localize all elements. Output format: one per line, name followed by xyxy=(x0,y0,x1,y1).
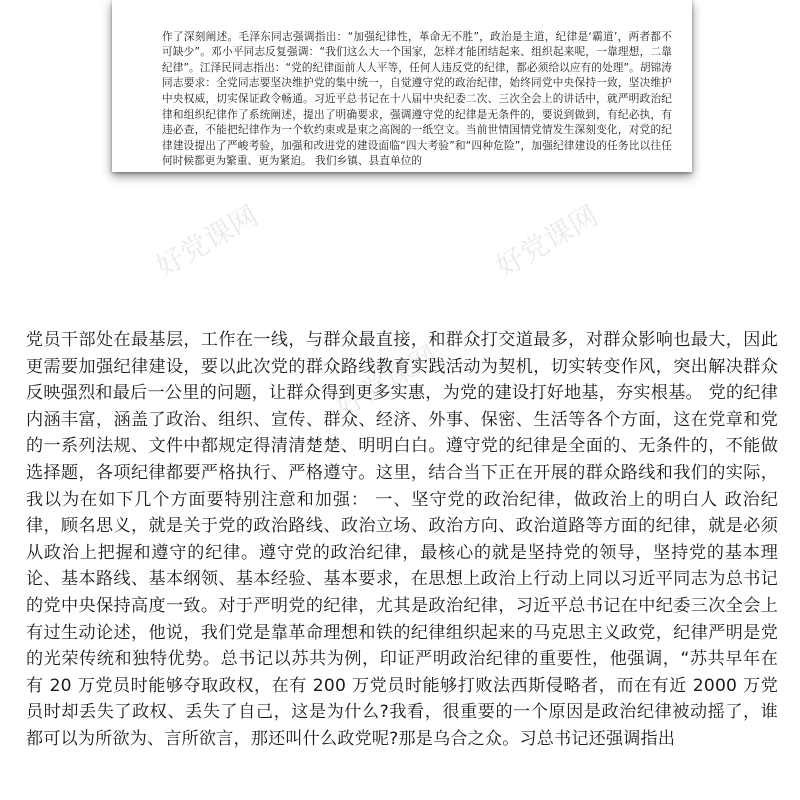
watermark-center: 好党课网 xyxy=(330,339,444,424)
preview-paragraph: 作了深刻阐述。毛泽东同志强调指出：“加强纪律性，革命无不胜”，政治是主道，纪律是‘霸道’，两者都不可缺少”。邓小平同志反复强调：“我们这么大一个国家，怎样才能团结起来、组织起来呢，一靠理想，二靠纪律”。江泽民同志指出：“党的纪律面前人人平等，任何人违反党的纪律，都必须给以应有的处理”。胡锦涛同志要求：全党同志要坚决维护党的集中统一，自觉遵守党的政治纪律，始终同党中央保持一致，坚决维护中央权威，切实保证政令畅通。习近平总书记在十八届中央纪委二次、三次全会上的讲话中，就严明政治纪律和组织纪律作了系统阐述，提出了明确要求，强调遵守党的纪律是无条件的，要说到做到，有纪必执，有违必查，不能把纪律作为一个软约束或是束之高阁的一纸空文。当前世情国情党情发生深刻变化，对党的纪律建设提出了严峻考验，加强和改进党的建设面临“四大考验”和“四种危险”，加强纪律建设的任务比以往任何时候都更为繁重、更为紧迫。 我们乡镇、县直单位的 xyxy=(162,30,672,168)
document-page-preview xyxy=(112,0,692,172)
watermark-right: 好党课网 xyxy=(490,199,604,284)
watermark-left: 好党课网 xyxy=(150,199,264,284)
document-body-text: 党员干部处在最基层，工作在一线，与群众最直接，和群众打交道最多，对群众影响也最大，因此更需要加强纪律建设，要以此次党的群众路线教育实践活动为契机，切实转变作风，突出解决群众反映强烈和最后一公里的问题，让群众得到更多实惠，为党的建设打好地基，夯实根基。 党的纪律内涵丰富，涵盖了政治、组织、宣传、群众、经济、外事、保密、生活等各个方面，这在党章和党的一系列法规、文件中都规定得清清楚楚、明明白白。遵守党的纪律是全面的、无条件的，不能做选择题，各项纪律都要严格执行、严格遵守。这里，结合当下正在开展的群众路线和我们的实际，我以为在如下几个方面要特别注意和加强： 一、坚守党的政治纪律，做政治上的明白人 政治纪律，顾名思义，就是关于党的政治路线、政治立场、政治方向、政治道路等方面的纪律，就是必须从政治上把握和遵守的纪律。遵守党的政治纪律，最核心的就是坚持党的领导，坚持党的基本理论、基本路线、基本纲领、基本经验、基本要求，在思想上政治上行动上同以习近平同志为总书记的党中央保持高度一致。对于严明党的纪律，尤其是政治纪律，习近平总书记在中纪委三次全会上有过生动论述，他说，我们党是靠革命理想和铁的纪律组织起来的马克思主义政党，纪律严明是党的光荣传统和独特优势。总书记以苏共为例，印证严明政治纪律的重要性，他强调，“苏共早年在有 20 万党员时能够夺取政权，在有 200 万党员时能够打败法西斯侵略者，而在有近 2000 万党员时却丢失了政权、丢失了自己，这是为什么?我看，很重要的一个原因是政治纪律被动摇了，谁都可以为所欲为、言所欲言，那还叫什么政党呢?那是乌合之众。习总书记还强调指出 xyxy=(26,330,778,749)
